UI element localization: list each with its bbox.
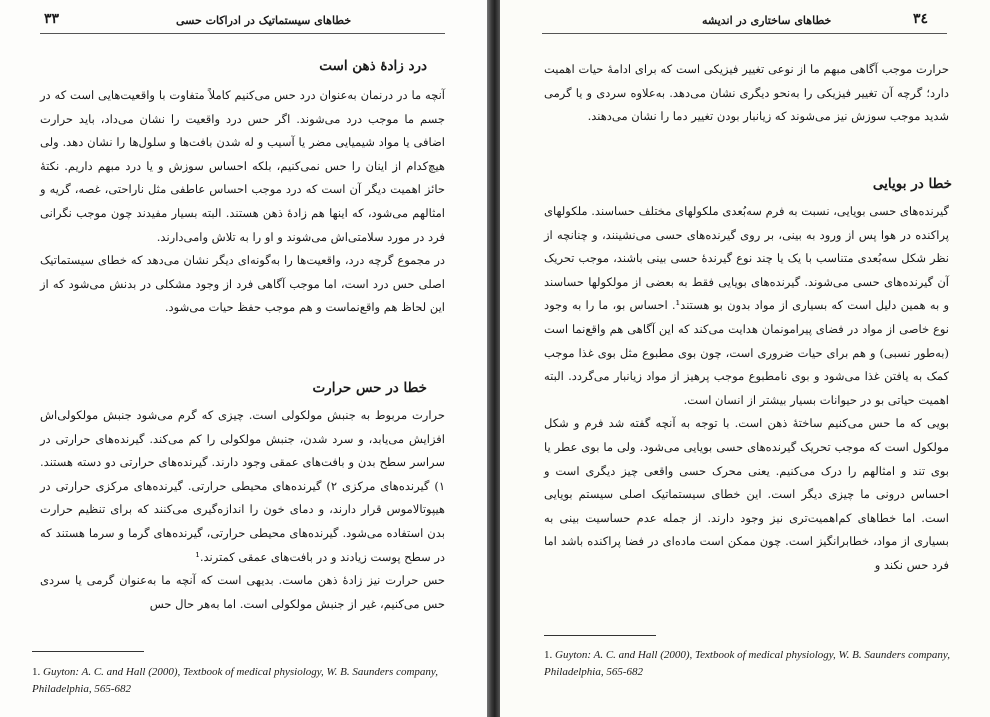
right-running-head: خطاهای ساختاری در اندیشه — [702, 14, 832, 27]
left-header-rule — [40, 33, 445, 34]
section-body-pain — [40, 84, 445, 320]
footnote-number: 1. — [544, 649, 553, 661]
right-page-number: ۳٤ — [913, 11, 929, 27]
paragraph: در مجموع گرچه درد، واقعیت‌ها را به‌گونه‌ای دیگر نشان می‌دهد که خطای سیستماتیک اصلی حس درد است، اما موجب آگاهی فرد از وجود مشکلی در بدنش می‌شود که از این لحاظ هم واقع‌نماست و هم موجب حفظ حیات می‌شود. — [40, 253, 445, 315]
paragraph: گیرنده‌های حسی بویایی، نسبت به فرم سه‌بُعدی ملکولهای مختلف حساسند. ملکولهای پراکنده در هوا پس از ورود به بینی، بر روی گیرنده‌های حسی می‌نشینند، و چنانچه از نظر شکل سه‌بُعدی متناسب با یک یا چند نوع گیرندهٔ حسی بینی باشند، موجب تحریک آن گیرنده‌های حسی می‌شوند. گیرنده‌های بویایی فقط به بعضی از مولکولها حساسند و به همین دلیل است که بسیاری از مواد بدون بو هستند¹. احساس بو، ما را به وجود نوع خاصی از مواد در فضای پیرامونمان هدایت می‌کند که این آگاهی هم واقع‌نما است (به‌طور نسبی) و هم برای حیات ضروری است، چون بوی مطبوع مثل بوی غذا موجب کمک به یافتن غذا می‌شود و بوی نامطبوع موجب پرهیز از مواد زیانبار می‌گردد. البته اهمیت حیاتی بو در حیوانات بسیار بیشتر از انسان است. — [544, 204, 949, 407]
paragraph: بویی که ما حس می‌کنیم ساختهٔ ذهن است. با توجه به آنچه گفته شد فرم و شکل مولکول است که موجب تحریک گیرنده‌های حسی بویایی می‌شود. ولی ما بوی عطر یا بوی تند و امثالهم را درک می‌کنیم. یعنی محرک حسی واقعی چیز دیگری است و احساس درونی ما چیزی دیگر است. این خطای سیستماتیک اصلی سیستم بویایی است. اما خطاهای کم‌اهمیت‌تری نیز وجود دارند. از جمله عدم حساسیت بینی به بسیاری از مواد، خطابرانگیز است. چون ممکن است ماده‌ای در فضا پراکنده باشد اما فرد حس نکند و — [544, 416, 949, 572]
footnote-rule — [544, 635, 656, 636]
footnote-number: 1. — [32, 666, 41, 678]
left-page — [0, 0, 487, 717]
left-page-number: ۳۳ — [44, 11, 60, 27]
right-header-rule — [542, 33, 947, 34]
section-heading-pain: درد زادهٔ ذهن است — [319, 58, 427, 74]
section-body-smell — [544, 200, 949, 578]
paragraph: آنچه ما در درنمان به‌عنوان درد حس می‌کنیم کاملاً متفاوت با واقعیت‌هایی است که در جسم ما موجب درد می‌شوند. اگر حس درد واقعیت را نشان می‌داد، باید حرارت اضافی یا مواد شیمیایی مضر یا آسیب و له شدن بافت‌ها و سلول‌ها را نشان دهد. ولی هیچ‌کدام از اینان را حس نمی‌کنیم، بلکه احساس سوزش و یا درد مبهم داریم. نکتهٔ حائز اهمیت دیگر آن است که درد موجب احساس عاطفی مثل ناراحتی، غصه، گریه و امثالهم می‌شود، که اینها هم زادهٔ ذهن هستند. البته بسیار مفیدند چون موجب نگرانی فرد در مورد سلامتی‌اش می‌شوند و او را به تلاش وامی‌دارند. — [40, 88, 445, 244]
paragraph: حس حرارت نیز زادهٔ ذهن ماست. بدیهی است که آنچه ما به‌عنوان گرمی یا سردی حس می‌کنیم، غیر از جنبش مولکولی است. اما به‌هر حال حس — [40, 573, 445, 611]
intro-paragraph: حرارت موجب آگاهی مبهم ما از نوعی تغییر فیزیکی است که برای ادامهٔ حیات اهمیت دارد؛ گرچه آن تغییر فیزیکی را به‌نحو دیگری نشان می‌دهد. به‌علاوه سردی و یا گرمی شدید موجب سوزش نیز می‌شوند که زیانبار بودن تغییر دما را نشان می‌دهند. — [544, 62, 949, 124]
footnote-text: Guyton: A. C. and Hall (2000), Textbook of medical physiology, W. B. Saunders company, Philadelphia, 565-682 — [544, 649, 950, 678]
section-heading-heat: خطا در حس حرارت — [312, 380, 427, 396]
paragraph: حرارت مربوط به جنبش مولکولی است. چیزی که گرم می‌شود جنبش مولکولی‌اش افزایش می‌یابد، و سرد شدن، جنبش مولکولی را کم می‌کند. گیرنده‌های حرارتی در سراسر سطح بدن و بافت‌های عمقی وجود دارند. گیرنده‌های حرارتی دو دسته هستند. ۱) گیرنده‌های مرکزی ۲) گیرنده‌های محیطی حرارتی. گیرنده‌های مرکزی حرارتی در هیپوتالاموس قرار دارند، و دمای خون را اندازه‌گیری می‌کنند که برای تنظیم حرارت بدن استفاده می‌شود. گیرنده‌های محیطی حرارتی، گیرنده‌های گرما و سرما هستند که در سطح پوست زیادند و در بافت‌های عمقی کمترند.¹ — [40, 408, 446, 564]
left-running-head: خطاهای سیستماتیک در ادراکات حسی — [176, 14, 352, 27]
left-footnote — [32, 664, 442, 698]
section-heading-smell: خطا در بویایی — [872, 176, 952, 192]
book-spine — [487, 0, 500, 717]
right-footnote — [544, 647, 954, 681]
right-page — [500, 0, 990, 717]
footnote-text: Guyton: A. C. and Hall (2000), Textbook of medical physiology, W. B. Saunders company, Philadelphia, 565-682 — [32, 666, 438, 695]
section-body-heat — [40, 404, 445, 616]
footnote-rule — [32, 651, 144, 652]
